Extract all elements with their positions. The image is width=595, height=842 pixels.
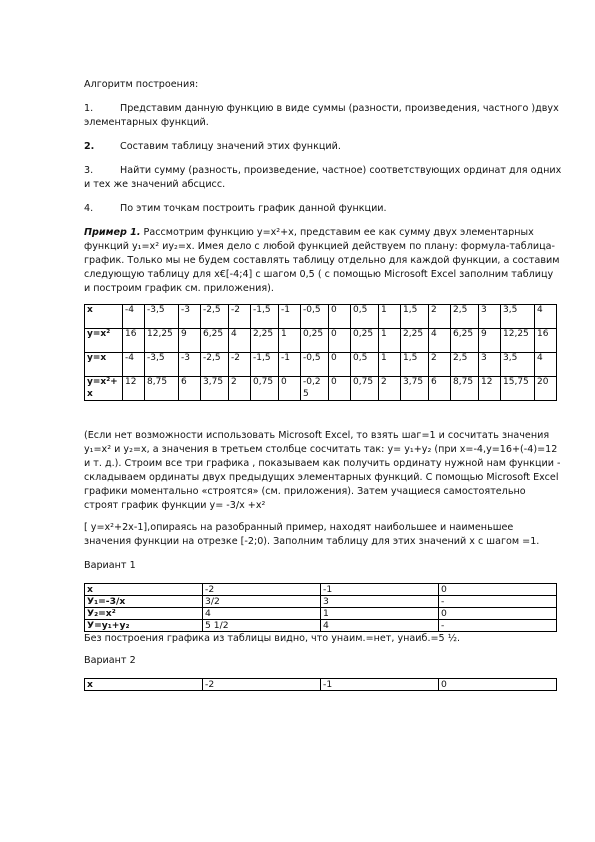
table-cell: 4 [229,329,251,353]
table-cell: 2 [229,377,251,401]
table-cell: 6,25 [201,329,229,353]
table-row [85,679,557,691]
variant-1-table [84,583,557,632]
table-cell: 0,25 [351,329,379,353]
row-header-cell: У=у₁+у₂ [85,620,203,632]
table-cell: 3 [479,353,501,377]
table-row [85,596,557,608]
table-cell: 0,25 [301,329,329,353]
table-cell: 4 [203,608,321,620]
table-cell: 0 [329,377,351,401]
row-header-cell: x [85,584,203,596]
table-cell: -4 [123,305,145,329]
table-cell: 1 [279,329,301,353]
table-cell: - [439,596,557,608]
table-row [85,608,557,620]
table-cell: -2 [229,353,251,377]
example-label: Пример 1. [84,227,141,238]
table-cell: 2,5 [451,305,479,329]
table-cell: 2,25 [251,329,279,353]
table-cell: -1 [321,584,439,596]
table-cell: 6 [429,377,451,401]
step-number: 1. [84,103,94,114]
table-cell: 4 [321,620,439,632]
table-cell: 12,25 [145,329,179,353]
row-header-cell: У₂=х² [85,608,203,620]
table-cell: -2 [229,305,251,329]
variant-2-table [84,678,557,691]
table-cell: - [439,620,557,632]
table-cell: 1 [379,305,401,329]
row-header-cell: y=x [85,353,123,377]
table-cell: -1 [321,679,439,691]
table-cell: -0,25 [301,377,329,401]
row-header-cell: x [85,305,123,329]
table-cell: 9 [479,329,501,353]
table-cell: 6,25 [451,329,479,353]
step-number: 2. [84,141,95,152]
table-cell: 3,75 [201,377,229,401]
table-cell: 1,5 [401,305,429,329]
table-row [85,620,557,632]
table-cell: 3,75 [401,377,429,401]
table-cell: 3 [479,305,501,329]
table-cell: 0 [329,329,351,353]
table-cell: -2 [203,679,321,691]
row-header-cell: У₁=-3/х [85,596,203,608]
values-table [84,304,557,401]
example-paragraph [84,226,562,296]
paragraph-task: [ у=х²+2х-1],опираясь на разобранный пример, находят наибольшее и наименьшее значения функции на отрезке [-2;0). Заполним таблицу для этих значений х с шагом =1. [84,522,540,547]
step-3 [84,164,562,192]
table-cell: 0 [439,608,557,620]
table-cell: -4 [123,353,145,377]
table-cell: -3 [179,305,201,329]
table-cell: -1 [279,353,301,377]
table-cell: 16 [123,329,145,353]
paragraph-excel-note: (Если нет возможности использовать Microsoft Excel, то взять шаг=1 и сосчитать значения у₁=х² и у₂=х, а значения в третьем столбце сосчитать так: у= у₁+у₂ (при х=-4,у=16+(-4)=12 и т. д.). Строим все три графика , показываем как получить ординату нужной нам функции - складываем ординаты двух предыдущих элементарных функций. С помощью Microsoft Excel графики моментально «строятся» (см. приложения). Затем учащиеся самостоятельно строят график функции у= -3/х +х² [84,430,561,511]
table-cell: 0,5 [351,305,379,329]
table-cell: 1 [379,353,401,377]
example-text: Рассмотрим функцию у=х²+х, представим ее как сумму двух элементарных функций у₁=х² иу₂=х. Имея дело с любой функцией действуем по плану: формула-таблица-график. Только мы не будем составлять таблицу отдельно для каждой функции, а составим следующую таблицу для х€[-4;4] с шагом 0,5 ( с помощью Microsoft Excel заполним таблицу и построим график см. приложения). [84,227,560,294]
table-row [85,305,557,329]
table-cell: 4 [535,305,557,329]
row-header-cell: x [85,679,203,691]
table-cell: -1,5 [251,353,279,377]
table-cell: -0,5 [301,353,329,377]
table-cell: 2 [429,353,451,377]
table-row [85,353,557,377]
table-cell: 0 [329,353,351,377]
table-cell: 2 [379,377,401,401]
table-row [85,377,557,401]
table-cell: 5 1/2 [203,620,321,632]
table-cell: 12,25 [501,329,535,353]
step-text: Представим данную функцию в виде суммы (разности, произведения, частного )двух элементарных функций. [84,103,559,128]
table-cell: 1 [321,608,439,620]
step-text: Составим таблицу значений этих функций. [120,141,341,152]
table-cell: 6 [179,377,201,401]
row-header-cell: y=x² [85,329,123,353]
table-cell: 0,75 [351,377,379,401]
table-cell: 12 [479,377,501,401]
table-cell: 1 [379,329,401,353]
conclusion-note: Без построения графика из таблицы видно, что унаим.=нет, унаиб.=5 ½. [84,633,461,644]
table-cell: 3 [321,596,439,608]
table-row [85,329,557,353]
step-1 [84,102,562,130]
step-4 [84,202,562,216]
table-cell: 0 [439,584,557,596]
table-cell: 0 [439,679,557,691]
table-cell: 0,5 [351,353,379,377]
table-cell: 2 [429,305,451,329]
step-text: Найти сумму (разность, произведение, частное) соответствующих ординат для одних и тех же значений абсцисс. [84,165,562,190]
step-2 [84,140,562,154]
table-cell: 9 [179,329,201,353]
table-cell: 4 [429,329,451,353]
table-cell: 20 [535,377,557,401]
table-cell: -3 [179,353,201,377]
table-cell: 3,5 [501,305,535,329]
step-number: 4. [84,203,94,214]
table-cell: 8,75 [451,377,479,401]
table-cell: -0,5 [301,305,329,329]
table-cell: 4 [535,353,557,377]
table-cell: 0 [279,377,301,401]
table-cell: -2 [203,584,321,596]
table-cell: 12 [123,377,145,401]
table-row [85,584,557,596]
table-cell: -2,5 [201,353,229,377]
table-cell: 3,5 [501,353,535,377]
table-cell: 3/2 [203,596,321,608]
table-cell: 16 [535,329,557,353]
table-cell: 2,5 [451,353,479,377]
document-page [84,78,562,691]
table-cell: -1,5 [251,305,279,329]
table-cell: -2,5 [201,305,229,329]
table-cell: -3,5 [145,353,179,377]
variant-2-title: Вариант 2 [84,655,136,666]
table-cell: 15,75 [501,377,535,401]
step-number: 3. [84,165,94,176]
table-cell: 1,5 [401,353,429,377]
algorithm-heading: Алгоритм построения: [84,79,199,90]
table-cell: 0 [329,305,351,329]
step-text: По этим точкам построить график данной функции. [120,203,387,214]
table-cell: -3,5 [145,305,179,329]
variant-1-title: Вариант 1 [84,560,136,571]
table-cell: -1 [279,305,301,329]
table-cell: 8,75 [145,377,179,401]
row-header-cell: y=x²+x [85,377,123,401]
table-cell: 2,25 [401,329,429,353]
table-cell: 0,75 [251,377,279,401]
